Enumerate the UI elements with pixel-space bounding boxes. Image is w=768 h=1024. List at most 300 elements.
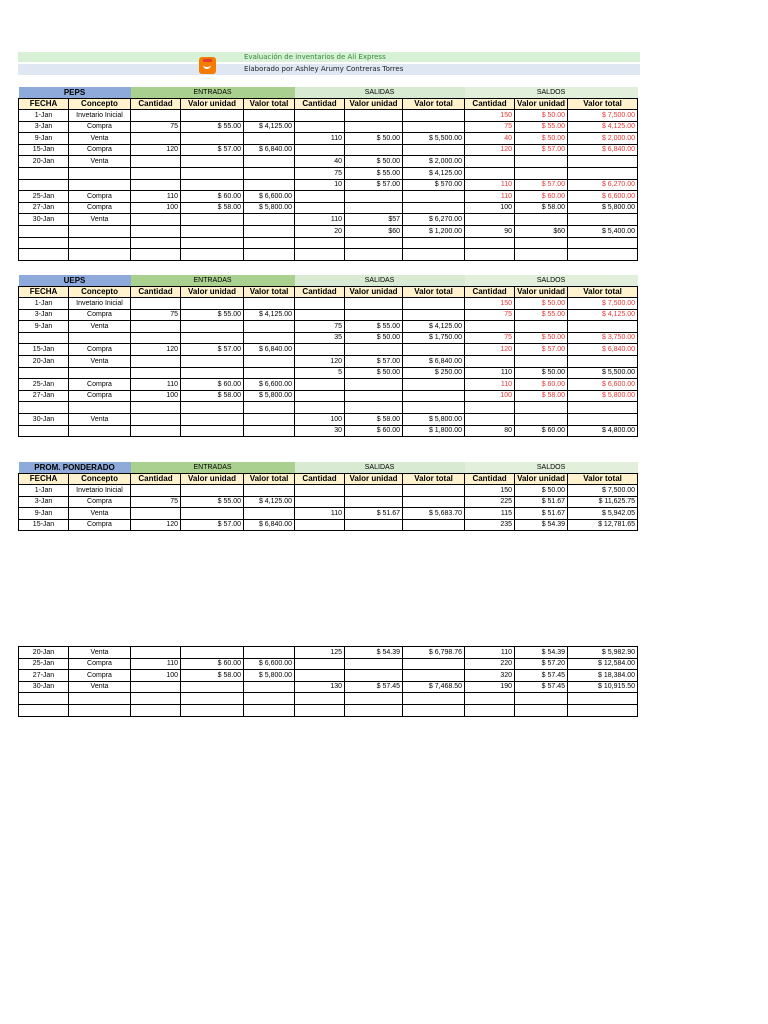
cell-sal-cantidad[interactable]: 40 <box>295 156 345 168</box>
cell-ent-valor-unidad[interactable] <box>181 237 244 249</box>
cell-sld-valor-unidad[interactable]: $ 50.00 <box>515 110 568 122</box>
cell-ent-cantidad[interactable]: 100 <box>131 202 181 214</box>
cell-fecha[interactable] <box>19 693 69 705</box>
cell-sal-cantidad[interactable]: 5 <box>295 367 345 379</box>
cell-sal-cantidad[interactable] <box>295 144 345 156</box>
cell-sld-valor-total[interactable] <box>568 414 638 426</box>
cell-sal-cantidad[interactable]: 100 <box>295 414 345 426</box>
cell-ent-valor-unidad[interactable] <box>181 249 244 261</box>
cell-sld-valor-total[interactable] <box>568 249 638 261</box>
cell-fecha[interactable]: 3-Jan <box>19 496 69 508</box>
cell-ent-valor-unidad[interactable] <box>181 508 244 520</box>
cell-ent-valor-unidad[interactable] <box>181 414 244 426</box>
cell-fecha[interactable]: 15-Jan <box>19 344 69 356</box>
cell-ent-cantidad[interactable] <box>131 414 181 426</box>
cell-ent-valor-total[interactable]: $ 6,840.00 <box>244 344 295 356</box>
cell-sal-valor-unidad[interactable] <box>345 496 403 508</box>
cell-ent-valor-total[interactable] <box>244 402 295 414</box>
cell-ent-valor-unidad[interactable] <box>181 647 244 659</box>
cell-sld-valor-unidad[interactable]: $ 60.00 <box>515 379 568 391</box>
cell-sld-valor-unidad[interactable]: $ 51.67 <box>515 508 568 520</box>
cell-sld-valor-unidad[interactable]: $ 60.00 <box>515 191 568 203</box>
cell-concepto[interactable] <box>69 226 131 238</box>
cell-sld-valor-total[interactable]: $ 5,982.90 <box>568 647 638 659</box>
cell-sld-valor-unidad[interactable]: $ 50.00 <box>515 133 568 145</box>
cell-concepto[interactable]: Compra <box>69 202 131 214</box>
cell-sld-valor-unidad[interactable]: $ 58.00 <box>515 390 568 402</box>
cell-fecha[interactable] <box>19 402 69 414</box>
cell-sld-cantidad[interactable] <box>465 356 515 368</box>
cell-sal-valor-total[interactable] <box>403 496 465 508</box>
cell-concepto[interactable]: Compra <box>69 344 131 356</box>
cell-sld-cantidad[interactable] <box>465 249 515 261</box>
cell-ent-valor-total[interactable]: $ 6,840.00 <box>244 144 295 156</box>
cell-sal-valor-total[interactable] <box>403 390 465 402</box>
cell-ent-valor-unidad[interactable]: $ 58.00 <box>181 202 244 214</box>
cell-sld-valor-total[interactable]: $ 6,840.00 <box>568 344 638 356</box>
cell-sal-valor-total[interactable] <box>403 298 465 310</box>
cell-sal-valor-unidad[interactable] <box>345 110 403 122</box>
cell-sld-valor-total[interactable]: $ 7,500.00 <box>568 298 638 310</box>
cell-fecha[interactable]: 1-Jan <box>19 298 69 310</box>
cell-sal-cantidad[interactable]: 110 <box>295 133 345 145</box>
cell-fecha[interactable]: 27-Jan <box>19 670 69 682</box>
cell-sal-valor-unidad[interactable]: $ 55.00 <box>345 321 403 333</box>
cell-ent-valor-total[interactable] <box>244 485 295 497</box>
cell-ent-valor-total[interactable] <box>244 298 295 310</box>
cell-sld-valor-total[interactable]: $ 11,625.75 <box>568 496 638 508</box>
cell-sal-cantidad[interactable] <box>295 237 345 249</box>
cell-concepto[interactable] <box>69 425 131 437</box>
cell-sld-valor-total[interactable]: $ 10,915.50 <box>568 681 638 693</box>
cell-ent-valor-unidad[interactable]: $ 55.00 <box>181 121 244 133</box>
cell-sal-valor-total[interactable] <box>403 658 465 670</box>
cell-fecha[interactable] <box>19 179 69 191</box>
cell-ent-valor-unidad[interactable] <box>181 226 244 238</box>
cell-sld-valor-unidad[interactable]: $ 50.00 <box>515 367 568 379</box>
cell-ent-valor-unidad[interactable]: $ 57.00 <box>181 519 244 531</box>
cell-ent-valor-unidad[interactable] <box>181 681 244 693</box>
cell-concepto[interactable]: Venta <box>69 214 131 226</box>
cell-sld-cantidad[interactable]: 110 <box>465 191 515 203</box>
cell-concepto[interactable] <box>69 237 131 249</box>
cell-concepto[interactable] <box>69 249 131 261</box>
cell-fecha[interactable]: 9-Jan <box>19 508 69 520</box>
cell-fecha[interactable]: 20-Jan <box>19 156 69 168</box>
cell-ent-valor-unidad[interactable]: $ 58.00 <box>181 670 244 682</box>
cell-fecha[interactable]: 30-Jan <box>19 214 69 226</box>
cell-sal-cantidad[interactable]: 30 <box>295 425 345 437</box>
cell-sal-valor-unidad[interactable]: $57 <box>345 214 403 226</box>
cell-ent-cantidad[interactable] <box>131 110 181 122</box>
cell-sld-valor-total[interactable]: $ 5,500.00 <box>568 367 638 379</box>
cell-sld-valor-total[interactable] <box>568 704 638 716</box>
cell-sld-cantidad[interactable]: 75 <box>465 309 515 321</box>
cell-ent-cantidad[interactable] <box>131 133 181 145</box>
cell-sld-valor-unidad[interactable] <box>515 704 568 716</box>
cell-sld-cantidad[interactable]: 75 <box>465 121 515 133</box>
cell-sld-valor-unidad[interactable]: $ 55.00 <box>515 309 568 321</box>
cell-ent-valor-unidad[interactable]: $ 60.00 <box>181 191 244 203</box>
cell-ent-valor-unidad[interactable] <box>181 332 244 344</box>
cell-ent-valor-unidad[interactable] <box>181 402 244 414</box>
cell-sld-cantidad[interactable]: 90 <box>465 226 515 238</box>
cell-sal-valor-unidad[interactable] <box>345 402 403 414</box>
cell-ent-valor-total[interactable]: $ 5,800.00 <box>244 202 295 214</box>
cell-sld-cantidad[interactable]: 150 <box>465 298 515 310</box>
cell-concepto[interactable] <box>69 179 131 191</box>
cell-sld-valor-total[interactable] <box>568 693 638 705</box>
cell-ent-cantidad[interactable]: 110 <box>131 658 181 670</box>
cell-concepto[interactable] <box>69 693 131 705</box>
cell-sal-cantidad[interactable] <box>295 496 345 508</box>
cell-sal-valor-total[interactable] <box>403 485 465 497</box>
cell-concepto[interactable] <box>69 332 131 344</box>
cell-sal-valor-unidad[interactable]: $60 <box>345 226 403 238</box>
cell-sal-valor-unidad[interactable] <box>345 670 403 682</box>
cell-sal-valor-unidad[interactable] <box>345 693 403 705</box>
cell-concepto[interactable]: Venta <box>69 321 131 333</box>
cell-ent-valor-total[interactable]: $ 5,800.00 <box>244 390 295 402</box>
cell-ent-valor-total[interactable]: $ 4,125.00 <box>244 309 295 321</box>
cell-sld-valor-unidad[interactable]: $60 <box>515 226 568 238</box>
cell-ent-cantidad[interactable] <box>131 367 181 379</box>
cell-ent-valor-unidad[interactable] <box>181 704 244 716</box>
cell-sal-valor-unidad[interactable] <box>345 704 403 716</box>
cell-ent-valor-total[interactable] <box>244 214 295 226</box>
cell-sal-valor-total[interactable] <box>403 202 465 214</box>
cell-sal-valor-total[interactable] <box>403 309 465 321</box>
cell-ent-valor-unidad[interactable]: $ 60.00 <box>181 379 244 391</box>
cell-concepto[interactable]: Venta <box>69 133 131 145</box>
cell-ent-valor-total[interactable] <box>244 249 295 261</box>
cell-fecha[interactable]: 3-Jan <box>19 309 69 321</box>
cell-sld-valor-unidad[interactable]: $ 57.45 <box>515 670 568 682</box>
cell-sal-valor-total[interactable] <box>403 704 465 716</box>
cell-sal-cantidad[interactable] <box>295 344 345 356</box>
cell-concepto[interactable]: Compra <box>69 390 131 402</box>
cell-fecha[interactable]: 27-Jan <box>19 202 69 214</box>
cell-ent-cantidad[interactable]: 100 <box>131 670 181 682</box>
cell-sal-valor-total[interactable]: $ 2,000.00 <box>403 156 465 168</box>
cell-sld-cantidad[interactable]: 75 <box>465 332 515 344</box>
cell-sal-valor-unidad[interactable]: $ 50.00 <box>345 332 403 344</box>
cell-sal-valor-total[interactable]: $ 5,500.00 <box>403 133 465 145</box>
cell-sld-valor-unidad[interactable]: $ 50.00 <box>515 298 568 310</box>
cell-sal-valor-unidad[interactable]: $ 57.00 <box>345 356 403 368</box>
cell-sal-cantidad[interactable]: 110 <box>295 508 345 520</box>
cell-ent-valor-unidad[interactable] <box>181 367 244 379</box>
cell-sal-cantidad[interactable] <box>295 202 345 214</box>
cell-sld-cantidad[interactable] <box>465 402 515 414</box>
cell-fecha[interactable] <box>19 237 69 249</box>
cell-sld-valor-unidad[interactable] <box>515 321 568 333</box>
cell-concepto[interactable]: Compra <box>69 309 131 321</box>
cell-sal-valor-unidad[interactable] <box>345 191 403 203</box>
cell-sld-valor-total[interactable] <box>568 402 638 414</box>
cell-sal-valor-unidad[interactable] <box>345 202 403 214</box>
cell-ent-valor-total[interactable]: $ 6,600.00 <box>244 191 295 203</box>
cell-ent-valor-unidad[interactable]: $ 55.00 <box>181 496 244 508</box>
cell-ent-valor-unidad[interactable]: $ 57.00 <box>181 144 244 156</box>
cell-ent-cantidad[interactable]: 75 <box>131 309 181 321</box>
cell-ent-valor-total[interactable]: $ 6,600.00 <box>244 379 295 391</box>
cell-sld-valor-unidad[interactable] <box>515 168 568 180</box>
cell-fecha[interactable] <box>19 425 69 437</box>
cell-sld-valor-total[interactable] <box>568 237 638 249</box>
cell-fecha[interactable]: 9-Jan <box>19 133 69 145</box>
cell-sal-cantidad[interactable] <box>295 693 345 705</box>
cell-sal-valor-total[interactable]: $ 6,270.00 <box>403 214 465 226</box>
cell-sld-valor-unidad[interactable]: $ 57.00 <box>515 344 568 356</box>
cell-sld-cantidad[interactable]: 220 <box>465 658 515 670</box>
cell-sal-cantidad[interactable] <box>295 298 345 310</box>
cell-sld-valor-total[interactable] <box>568 356 638 368</box>
cell-sld-valor-total[interactable]: $ 4,125.00 <box>568 121 638 133</box>
cell-sal-valor-unidad[interactable]: $ 51.67 <box>345 508 403 520</box>
cell-sld-valor-total[interactable]: $ 5,942.05 <box>568 508 638 520</box>
cell-sld-valor-unidad[interactable] <box>515 156 568 168</box>
cell-sld-valor-unidad[interactable]: $ 54.39 <box>515 647 568 659</box>
cell-sld-valor-total[interactable]: $ 3,750.00 <box>568 332 638 344</box>
cell-sal-cantidad[interactable] <box>295 379 345 391</box>
cell-ent-valor-total[interactable] <box>244 356 295 368</box>
cell-sal-cantidad[interactable] <box>295 402 345 414</box>
cell-concepto[interactable] <box>69 402 131 414</box>
cell-ent-valor-unidad[interactable] <box>181 156 244 168</box>
cell-sld-cantidad[interactable] <box>465 237 515 249</box>
cell-sal-cantidad[interactable] <box>295 485 345 497</box>
cell-ent-cantidad[interactable] <box>131 681 181 693</box>
cell-ent-valor-unidad[interactable] <box>181 133 244 145</box>
cell-sld-valor-total[interactable]: $ 6,270.00 <box>568 179 638 191</box>
cell-sal-valor-total[interactable]: $ 250.00 <box>403 367 465 379</box>
cell-ent-cantidad[interactable] <box>131 156 181 168</box>
cell-concepto[interactable]: Venta <box>69 508 131 520</box>
cell-concepto[interactable]: Compra <box>69 191 131 203</box>
cell-sld-cantidad[interactable]: 150 <box>465 485 515 497</box>
cell-sld-valor-total[interactable]: $ 7,500.00 <box>568 110 638 122</box>
cell-concepto[interactable]: Compra <box>69 496 131 508</box>
cell-sld-cantidad[interactable] <box>465 693 515 705</box>
cell-fecha[interactable]: 15-Jan <box>19 144 69 156</box>
cell-concepto[interactable]: Venta <box>69 414 131 426</box>
cell-ent-cantidad[interactable]: 100 <box>131 390 181 402</box>
cell-fecha[interactable]: 20-Jan <box>19 356 69 368</box>
cell-sal-cantidad[interactable] <box>295 704 345 716</box>
cell-ent-valor-total[interactable] <box>244 226 295 238</box>
cell-ent-cantidad[interactable]: 120 <box>131 344 181 356</box>
cell-fecha[interactable]: 20-Jan <box>19 647 69 659</box>
cell-sld-valor-unidad[interactable]: $ 58.00 <box>515 202 568 214</box>
cell-ent-valor-total[interactable] <box>244 704 295 716</box>
cell-ent-valor-total[interactable] <box>244 332 295 344</box>
cell-ent-cantidad[interactable]: 75 <box>131 121 181 133</box>
cell-sal-valor-total[interactable] <box>403 670 465 682</box>
cell-sal-cantidad[interactable]: 120 <box>295 356 345 368</box>
cell-ent-valor-unidad[interactable] <box>181 425 244 437</box>
cell-ent-cantidad[interactable] <box>131 693 181 705</box>
cell-sal-cantidad[interactable] <box>295 670 345 682</box>
cell-fecha[interactable] <box>19 168 69 180</box>
cell-fecha[interactable]: 25-Jan <box>19 379 69 391</box>
cell-ent-valor-total[interactable] <box>244 367 295 379</box>
cell-sld-valor-unidad[interactable] <box>515 214 568 226</box>
cell-concepto[interactable]: Venta <box>69 647 131 659</box>
cell-sal-valor-unidad[interactable] <box>345 144 403 156</box>
cell-sal-valor-total[interactable] <box>403 402 465 414</box>
cell-ent-cantidad[interactable] <box>131 179 181 191</box>
cell-sal-valor-total[interactable] <box>403 191 465 203</box>
cell-concepto[interactable] <box>69 168 131 180</box>
cell-sal-cantidad[interactable]: 130 <box>295 681 345 693</box>
cell-ent-cantidad[interactable] <box>131 332 181 344</box>
cell-sal-valor-unidad[interactable] <box>345 658 403 670</box>
cell-ent-valor-total[interactable] <box>244 508 295 520</box>
cell-sld-valor-unidad[interactable]: $ 57.00 <box>515 144 568 156</box>
cell-sal-valor-unidad[interactable]: $ 54.39 <box>345 647 403 659</box>
cell-sld-cantidad[interactable] <box>465 156 515 168</box>
cell-ent-valor-unidad[interactable]: $ 57.00 <box>181 344 244 356</box>
cell-sld-valor-total[interactable]: $ 2,000.00 <box>568 133 638 145</box>
cell-sld-cantidad[interactable]: 150 <box>465 110 515 122</box>
cell-fecha[interactable]: 27-Jan <box>19 390 69 402</box>
cell-ent-cantidad[interactable]: 120 <box>131 144 181 156</box>
cell-sld-cantidad[interactable]: 100 <box>465 202 515 214</box>
cell-ent-valor-total[interactable] <box>244 156 295 168</box>
cell-ent-valor-unidad[interactable]: $ 55.00 <box>181 309 244 321</box>
cell-sal-valor-total[interactable] <box>403 144 465 156</box>
cell-ent-valor-total[interactable]: $ 6,840.00 <box>244 519 295 531</box>
cell-sal-cantidad[interactable] <box>295 309 345 321</box>
cell-ent-valor-total[interactable] <box>244 168 295 180</box>
cell-sal-valor-total[interactable] <box>403 110 465 122</box>
cell-ent-valor-total[interactable] <box>244 133 295 145</box>
cell-sld-valor-total[interactable]: $ 12,781.65 <box>568 519 638 531</box>
cell-ent-cantidad[interactable] <box>131 704 181 716</box>
cell-sld-valor-unidad[interactable] <box>515 356 568 368</box>
cell-sld-valor-total[interactable]: $ 4,125.00 <box>568 309 638 321</box>
cell-sal-cantidad[interactable] <box>295 121 345 133</box>
cell-ent-valor-total[interactable] <box>244 425 295 437</box>
cell-sal-valor-unidad[interactable]: $ 50.00 <box>345 367 403 379</box>
cell-concepto[interactable] <box>69 704 131 716</box>
cell-sal-valor-total[interactable]: $ 1,200.00 <box>403 226 465 238</box>
cell-sld-valor-total[interactable] <box>568 168 638 180</box>
cell-sld-valor-total[interactable]: $ 4,800.00 <box>568 425 638 437</box>
cell-sld-cantidad[interactable]: 120 <box>465 344 515 356</box>
cell-sld-valor-unidad[interactable] <box>515 249 568 261</box>
cell-sal-valor-unidad[interactable]: $ 60.00 <box>345 425 403 437</box>
cell-sld-valor-unidad[interactable]: $ 55.00 <box>515 121 568 133</box>
cell-sld-valor-total[interactable]: $ 6,600.00 <box>568 379 638 391</box>
cell-sld-cantidad[interactable] <box>465 704 515 716</box>
cell-sal-valor-unidad[interactable] <box>345 309 403 321</box>
cell-sld-valor-unidad[interactable]: $ 50.00 <box>515 332 568 344</box>
cell-ent-cantidad[interactable]: 110 <box>131 379 181 391</box>
cell-fecha[interactable]: 15-Jan <box>19 519 69 531</box>
cell-ent-cantidad[interactable] <box>131 508 181 520</box>
cell-sal-valor-total[interactable] <box>403 379 465 391</box>
cell-sal-valor-total[interactable]: $ 4,125.00 <box>403 321 465 333</box>
cell-fecha[interactable]: 1-Jan <box>19 110 69 122</box>
cell-sld-cantidad[interactable]: 235 <box>465 519 515 531</box>
cell-sld-cantidad[interactable] <box>465 321 515 333</box>
cell-sal-valor-unidad[interactable] <box>345 379 403 391</box>
cell-sld-valor-unidad[interactable]: $ 51.67 <box>515 496 568 508</box>
cell-sal-cantidad[interactable] <box>295 658 345 670</box>
cell-sal-valor-total[interactable]: $ 1,750.00 <box>403 332 465 344</box>
cell-sld-valor-total[interactable]: $ 6,840.00 <box>568 144 638 156</box>
cell-sld-cantidad[interactable] <box>465 214 515 226</box>
cell-fecha[interactable]: 3-Jan <box>19 121 69 133</box>
cell-ent-valor-unidad[interactable] <box>181 356 244 368</box>
cell-sal-valor-unidad[interactable] <box>345 519 403 531</box>
cell-sal-cantidad[interactable] <box>295 249 345 261</box>
cell-sld-cantidad[interactable]: 80 <box>465 425 515 437</box>
cell-sal-valor-total[interactable] <box>403 121 465 133</box>
cell-sld-valor-total[interactable]: $ 5,800.00 <box>568 390 638 402</box>
cell-concepto[interactable]: Venta <box>69 356 131 368</box>
cell-ent-valor-unidad[interactable] <box>181 298 244 310</box>
cell-sal-valor-total[interactable]: $ 5,683.70 <box>403 508 465 520</box>
cell-ent-cantidad[interactable] <box>131 485 181 497</box>
cell-ent-cantidad[interactable] <box>131 402 181 414</box>
cell-ent-valor-total[interactable]: $ 4,125.00 <box>244 121 295 133</box>
cell-sal-valor-total[interactable] <box>403 693 465 705</box>
cell-ent-valor-unidad[interactable] <box>181 214 244 226</box>
cell-concepto[interactable]: Compra <box>69 658 131 670</box>
cell-sld-cantidad[interactable]: 110 <box>465 179 515 191</box>
cell-sld-valor-unidad[interactable] <box>515 402 568 414</box>
cell-ent-valor-unidad[interactable] <box>181 321 244 333</box>
cell-ent-valor-total[interactable] <box>244 237 295 249</box>
cell-sal-valor-unidad[interactable]: $ 57.45 <box>345 681 403 693</box>
cell-ent-cantidad[interactable] <box>131 298 181 310</box>
cell-sal-valor-total[interactable] <box>403 237 465 249</box>
cell-sal-valor-unidad[interactable] <box>345 121 403 133</box>
cell-ent-cantidad[interactable] <box>131 237 181 249</box>
cell-sld-valor-total[interactable] <box>568 214 638 226</box>
cell-sal-valor-total[interactable]: $ 5,800.00 <box>403 414 465 426</box>
cell-sld-valor-total[interactable]: $ 18,384.00 <box>568 670 638 682</box>
cell-sld-valor-total[interactable]: $ 6,600.00 <box>568 191 638 203</box>
cell-concepto[interactable] <box>69 367 131 379</box>
cell-sld-valor-total[interactable] <box>568 321 638 333</box>
cell-sal-cantidad[interactable]: 125 <box>295 647 345 659</box>
cell-fecha[interactable] <box>19 226 69 238</box>
cell-sal-cantidad[interactable] <box>295 519 345 531</box>
cell-sld-valor-total[interactable]: $ 5,400.00 <box>568 226 638 238</box>
cell-ent-valor-unidad[interactable] <box>181 168 244 180</box>
cell-sal-cantidad[interactable]: 10 <box>295 179 345 191</box>
cell-sal-cantidad[interactable]: 20 <box>295 226 345 238</box>
cell-sld-valor-unidad[interactable] <box>515 693 568 705</box>
cell-sal-valor-total[interactable] <box>403 249 465 261</box>
cell-fecha[interactable]: 25-Jan <box>19 658 69 670</box>
cell-sal-cantidad[interactable]: 35 <box>295 332 345 344</box>
cell-sal-valor-unidad[interactable] <box>345 390 403 402</box>
cell-sld-cantidad[interactable] <box>465 414 515 426</box>
cell-fecha[interactable]: 1-Jan <box>19 485 69 497</box>
cell-sld-valor-unidad[interactable]: $ 57.00 <box>515 179 568 191</box>
cell-sal-cantidad[interactable] <box>295 191 345 203</box>
cell-sld-valor-unidad[interactable] <box>515 414 568 426</box>
cell-fecha[interactable]: 30-Jan <box>19 681 69 693</box>
cell-sld-valor-unidad[interactable] <box>515 237 568 249</box>
cell-sld-cantidad[interactable]: 115 <box>465 508 515 520</box>
cell-ent-valor-unidad[interactable]: $ 58.00 <box>181 390 244 402</box>
